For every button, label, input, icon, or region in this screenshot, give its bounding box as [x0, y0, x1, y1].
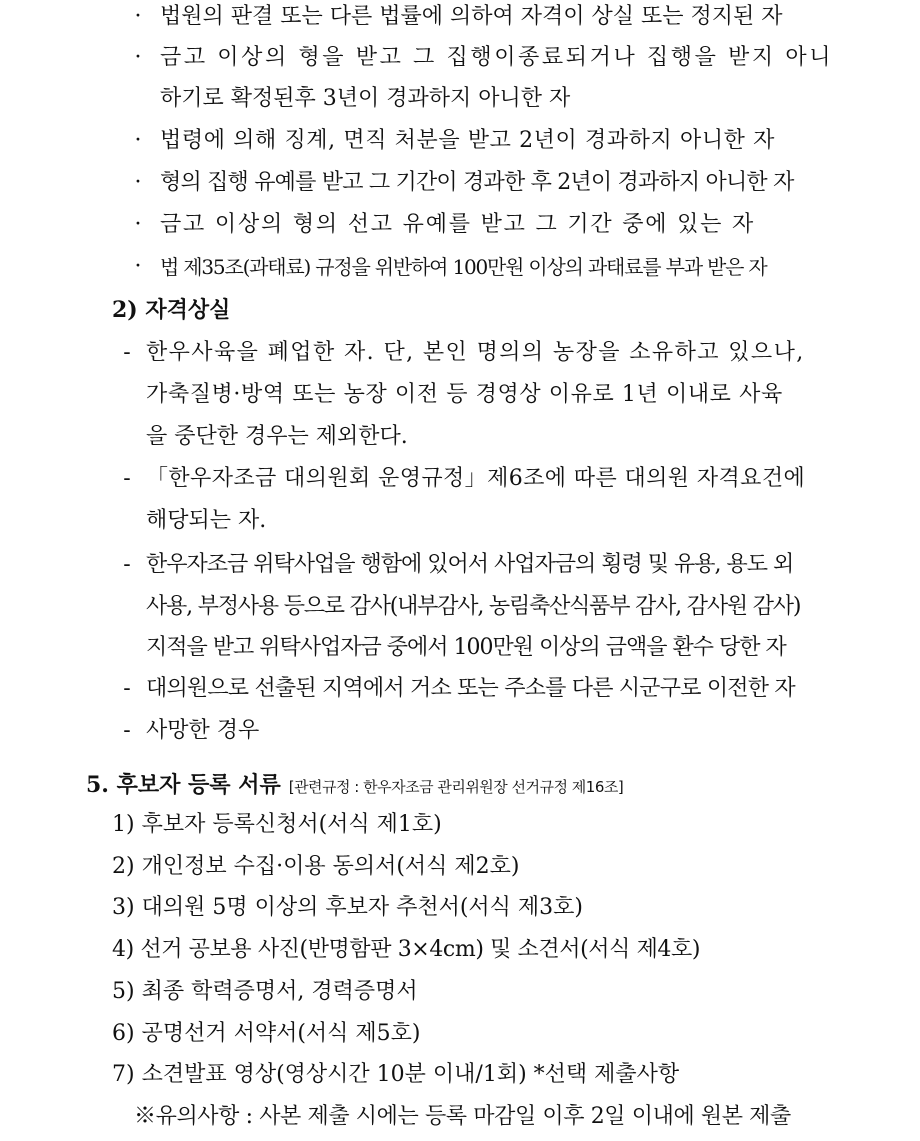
section-heading-loss: 2) 자격상실: [112, 297, 231, 323]
list-item: 「한우자조금 대의원회 운영규정」제6조에 따른 대의원 자격요건에: [146, 466, 806, 491]
section-heading-documents-row: [86, 770, 623, 800]
list-item: 대의원으로 선출된 지역에서 거소 또는 주소를 다른 시군구로 이전한 자: [146, 676, 795, 701]
regulation-reference: [관련규정 : 한우자조금 관리위원장 선거규정 제16조]: [288, 778, 624, 796]
list-bullet: -: [123, 340, 131, 365]
list-item: 1) 후보자 등록신청서(서식 제1호): [112, 812, 442, 837]
list-bullet: ·: [134, 212, 142, 237]
list-item: 금고 이상의 형의 선고 유예를 받고 그 기간 중에 있는 자: [160, 212, 756, 237]
list-item: 5) 최종 학력증명서, 경력증명서: [112, 979, 418, 1004]
caution-note: ※유의사항 : 사본 제출 시에는 등록 마감일 이후 2일 이내에 원본 제출: [134, 1104, 791, 1129]
list-item: 법원의 판결 또는 다른 법률에 의하여 자격이 상실 또는 정지된 자: [160, 4, 783, 29]
list-item-continuation: 사용, 부정사용 등으로 감사(내부감사, 농림축산식품부 감사, 감사원 감사): [146, 594, 801, 619]
list-item: 형의 집행 유예를 받고 그 기간이 경과한 후 2년이 경과하지 아니한 자: [160, 170, 794, 195]
list-item: 3) 대의원 5명 이상의 후보자 추천서(서식 제3호): [112, 895, 583, 920]
list-item: 6) 공명선거 서약서(서식 제5호): [112, 1021, 421, 1046]
list-item-continuation: 하기로 확정된후 3년이 경과하지 아니한 자: [160, 86, 571, 111]
section-heading-documents: 5. 후보자 등록 서류: [86, 772, 281, 798]
list-bullet: ·: [134, 170, 142, 195]
list-bullet: ·: [134, 254, 142, 279]
list-item-continuation: 가축질병·방역 또는 농장 이전 등 경영상 이유로 1년 이내로 사육: [146, 382, 783, 407]
list-bullet: ·: [134, 45, 142, 70]
list-bullet: ·: [134, 4, 142, 29]
list-item: 한우자조금 위탁사업을 행함에 있어서 사업자금의 횡령 및 유용, 용도 외: [146, 552, 794, 577]
list-item: 금고 이상의 형을 받고 그 집행이종료되거나 집행을 받지 아니: [160, 45, 834, 70]
list-item-continuation: 을 중단한 경우는 제외한다.: [146, 424, 408, 449]
list-item: 법 제35조(과태료) 규정을 위반하여 100만원 이상의 과태료를 부과 받은 자: [160, 255, 767, 279]
list-item: 7) 소견발표 영상(영상시간 10분 이내/1회) *선택 제출사항: [112, 1062, 680, 1087]
list-bullet: -: [123, 466, 131, 491]
list-item-continuation: 지적을 받고 위탁사업자금 중에서 100만원 이상의 금액을 환수 당한 자: [146, 635, 786, 660]
list-item: 한우사육을 폐업한 자. 단, 본인 명의의 농장을 소유하고 있으나,: [146, 340, 805, 365]
list-item: 사망한 경우: [146, 718, 260, 743]
list-item: 2) 개인정보 수집·이용 동의서(서식 제2호): [112, 854, 520, 879]
list-bullet: -: [123, 552, 131, 577]
list-bullet: -: [123, 718, 131, 743]
list-item: 4) 선거 공보용 사진(반명함판 3×4cm) 및 소견서(서식 제4호): [112, 937, 701, 962]
list-bullet: -: [123, 676, 131, 701]
list-item-continuation: 해당되는 자.: [146, 508, 267, 533]
list-item: 법령에 의해 징계, 면직 처분을 받고 2년이 경과하지 아니한 자: [160, 128, 775, 153]
list-bullet: ·: [134, 128, 142, 153]
